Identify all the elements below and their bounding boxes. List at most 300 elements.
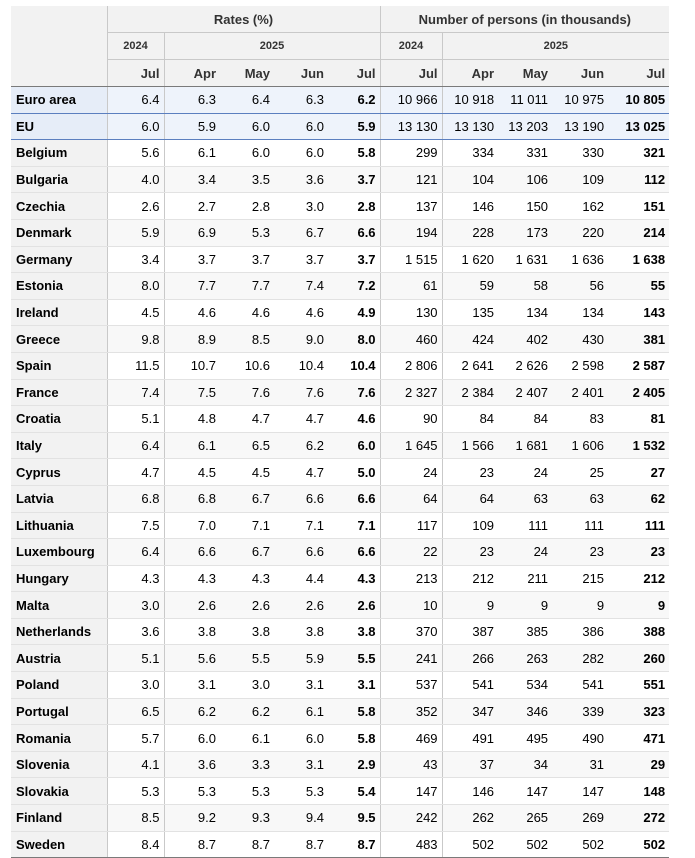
rate-cell: 7.6: [328, 379, 380, 406]
rate-cell: 3.1: [328, 672, 380, 699]
country-name: Malta: [11, 592, 107, 619]
persons-cell: 2 384: [442, 379, 498, 406]
persons-cell: 84: [498, 406, 552, 433]
rate-cell: 8.5: [220, 326, 274, 353]
table-row: [11, 778, 669, 805]
rate-cell: 6.6: [274, 485, 328, 512]
country-name: Lithuania: [11, 512, 107, 539]
persons-cell: 2 327: [380, 379, 442, 406]
rate-cell: 7.0: [164, 512, 220, 539]
persons-cell: 24: [380, 459, 442, 486]
rate-cell: 5.3: [220, 778, 274, 805]
persons-cell: 111: [498, 512, 552, 539]
persons-cell: 381: [608, 326, 669, 353]
header-year-persons-2024: 2024: [380, 33, 442, 60]
rate-cell: 3.4: [164, 166, 220, 193]
persons-cell: 1 636: [552, 246, 608, 273]
rate-cell: 6.4: [220, 87, 274, 114]
rate-cell: 6.0: [220, 113, 274, 140]
rate-cell: 5.9: [164, 113, 220, 140]
rate-cell: 6.2: [274, 432, 328, 459]
persons-cell: 331: [498, 140, 552, 167]
persons-cell: 241: [380, 645, 442, 672]
rate-cell: 4.7: [107, 459, 164, 486]
persons-cell: 1 606: [552, 432, 608, 459]
persons-cell: 402: [498, 326, 552, 353]
persons-cell: 2 641: [442, 352, 498, 379]
persons-cell: 502: [442, 831, 498, 858]
persons-cell: 388: [608, 618, 669, 645]
rate-cell: 6.2: [328, 87, 380, 114]
persons-cell: 347: [442, 698, 498, 725]
rate-cell: 2.6: [164, 592, 220, 619]
rate-cell: 6.4: [107, 87, 164, 114]
rate-cell: 4.3: [328, 565, 380, 592]
rate-cell: 6.3: [274, 87, 328, 114]
rate-cell: 3.1: [274, 672, 328, 699]
rate-cell: 3.0: [274, 193, 328, 220]
rate-cell: 6.7: [274, 219, 328, 246]
rate-cell: 8.7: [164, 831, 220, 858]
rate-cell: 6.8: [164, 485, 220, 512]
rate-cell: 3.0: [220, 672, 274, 699]
country-name: Latvia: [11, 485, 107, 512]
unemployment-table: [11, 6, 669, 858]
rate-cell: 4.6: [220, 299, 274, 326]
rate-cell: 2.6: [274, 592, 328, 619]
rate-cell: 6.1: [220, 725, 274, 752]
rate-cell: 7.6: [220, 379, 274, 406]
table-row: [11, 273, 669, 300]
rate-cell: 4.3: [164, 565, 220, 592]
persons-cell: 137: [380, 193, 442, 220]
persons-cell: 84: [442, 406, 498, 433]
header-persons-group: Number of persons (in thousands): [380, 6, 669, 33]
persons-cell: 147: [498, 778, 552, 805]
persons-cell: 150: [498, 193, 552, 220]
persons-cell: 334: [442, 140, 498, 167]
persons-cell: 1 631: [498, 246, 552, 273]
persons-cell: 321: [608, 140, 669, 167]
header-month: Jul: [608, 60, 669, 87]
persons-cell: 173: [498, 219, 552, 246]
country-name: Slovakia: [11, 778, 107, 805]
header-corner: [11, 60, 107, 87]
header-month: Apr: [442, 60, 498, 87]
persons-cell: 386: [552, 618, 608, 645]
rate-cell: 3.1: [164, 672, 220, 699]
table-row: [11, 751, 669, 778]
rate-cell: 6.6: [328, 219, 380, 246]
persons-cell: 370: [380, 618, 442, 645]
rate-cell: 3.8: [164, 618, 220, 645]
persons-cell: 323: [608, 698, 669, 725]
rate-cell: 8.7: [328, 831, 380, 858]
persons-cell: 13 130: [380, 113, 442, 140]
rate-cell: 2.7: [164, 193, 220, 220]
persons-cell: 9: [442, 592, 498, 619]
rate-cell: 4.4: [274, 565, 328, 592]
rate-cell: 8.0: [328, 326, 380, 353]
persons-cell: 212: [608, 565, 669, 592]
persons-cell: 1 620: [442, 246, 498, 273]
table-body: [11, 87, 669, 858]
persons-cell: 61: [380, 273, 442, 300]
rate-cell: 3.8: [274, 618, 328, 645]
persons-cell: 162: [552, 193, 608, 220]
persons-cell: 220: [552, 219, 608, 246]
persons-cell: 43: [380, 751, 442, 778]
persons-cell: 90: [380, 406, 442, 433]
rate-cell: 2.9: [328, 751, 380, 778]
rate-cell: 5.0: [328, 459, 380, 486]
persons-cell: 537: [380, 672, 442, 699]
rate-cell: 6.0: [328, 432, 380, 459]
persons-cell: 10 805: [608, 87, 669, 114]
table-row: [11, 379, 669, 406]
rate-cell: 3.8: [328, 618, 380, 645]
rate-cell: 3.6: [274, 166, 328, 193]
rate-cell: 6.0: [274, 113, 328, 140]
persons-cell: 83: [552, 406, 608, 433]
persons-cell: 424: [442, 326, 498, 353]
persons-cell: 272: [608, 805, 669, 832]
table-row: [11, 725, 669, 752]
persons-cell: 23: [608, 539, 669, 566]
persons-cell: 282: [552, 645, 608, 672]
country-name: France: [11, 379, 107, 406]
persons-cell: 2 405: [608, 379, 669, 406]
persons-cell: 242: [380, 805, 442, 832]
persons-cell: 59: [442, 273, 498, 300]
rate-cell: 2.6: [107, 193, 164, 220]
rate-cell: 9.4: [274, 805, 328, 832]
rate-cell: 9.3: [220, 805, 274, 832]
persons-cell: 469: [380, 725, 442, 752]
persons-cell: 9: [498, 592, 552, 619]
country-name: Denmark: [11, 219, 107, 246]
persons-cell: 22: [380, 539, 442, 566]
rate-cell: 3.6: [107, 618, 164, 645]
rate-cell: 2.8: [328, 193, 380, 220]
country-name: Estonia: [11, 273, 107, 300]
rate-cell: 3.6: [164, 751, 220, 778]
persons-cell: 215: [552, 565, 608, 592]
rate-cell: 6.1: [164, 432, 220, 459]
persons-cell: 265: [498, 805, 552, 832]
unemployment-table-container: [11, 6, 669, 858]
rate-cell: 5.3: [220, 219, 274, 246]
persons-cell: 214: [608, 219, 669, 246]
rate-cell: 7.7: [164, 273, 220, 300]
rate-cell: 8.4: [107, 831, 164, 858]
persons-cell: 24: [498, 459, 552, 486]
header-corner: [11, 6, 107, 33]
rate-cell: 5.5: [220, 645, 274, 672]
persons-cell: 81: [608, 406, 669, 433]
table-row: [11, 618, 669, 645]
table-row: [11, 672, 669, 699]
header-month: May: [220, 60, 274, 87]
persons-cell: 147: [380, 778, 442, 805]
rate-cell: 8.5: [107, 805, 164, 832]
header-year-rates-2025: 2025: [164, 33, 380, 60]
persons-cell: 385: [498, 618, 552, 645]
persons-cell: 2 407: [498, 379, 552, 406]
country-name: Euro area: [11, 87, 107, 114]
rate-cell: 5.9: [328, 113, 380, 140]
rate-cell: 6.8: [107, 485, 164, 512]
rate-cell: 9.8: [107, 326, 164, 353]
header-rates-group: Rates (%): [107, 6, 380, 33]
persons-cell: 263: [498, 645, 552, 672]
table-row: [11, 565, 669, 592]
rate-cell: 3.7: [328, 166, 380, 193]
persons-cell: 13 203: [498, 113, 552, 140]
rate-cell: 10.6: [220, 352, 274, 379]
header-month: Apr: [164, 60, 220, 87]
country-name: Italy: [11, 432, 107, 459]
table-row: [11, 539, 669, 566]
persons-cell: 146: [442, 193, 498, 220]
rate-cell: 4.7: [220, 406, 274, 433]
persons-cell: 213: [380, 565, 442, 592]
table-row: [11, 219, 669, 246]
rate-cell: 7.6: [274, 379, 328, 406]
persons-cell: 551: [608, 672, 669, 699]
persons-cell: 34: [498, 751, 552, 778]
header-month: Jul: [328, 60, 380, 87]
country-name: Bulgaria: [11, 166, 107, 193]
rate-cell: 5.3: [107, 778, 164, 805]
header-month: Jul: [380, 60, 442, 87]
persons-cell: 63: [552, 485, 608, 512]
persons-cell: 541: [552, 672, 608, 699]
rate-cell: 3.7: [164, 246, 220, 273]
rate-cell: 6.3: [164, 87, 220, 114]
persons-cell: 148: [608, 778, 669, 805]
rate-cell: 6.1: [164, 140, 220, 167]
rate-cell: 3.7: [274, 246, 328, 273]
persons-cell: 460: [380, 326, 442, 353]
country-name: Finland: [11, 805, 107, 832]
persons-cell: 143: [608, 299, 669, 326]
persons-cell: 502: [608, 831, 669, 858]
persons-cell: 106: [498, 166, 552, 193]
table-row: [11, 406, 669, 433]
persons-cell: 55: [608, 273, 669, 300]
rate-cell: 5.1: [107, 645, 164, 672]
rate-cell: 9.5: [328, 805, 380, 832]
table-row: [11, 512, 669, 539]
persons-cell: 29: [608, 751, 669, 778]
rate-cell: 6.6: [328, 539, 380, 566]
rate-cell: 8.7: [220, 831, 274, 858]
country-name: Hungary: [11, 565, 107, 592]
persons-cell: 56: [552, 273, 608, 300]
persons-cell: 1 532: [608, 432, 669, 459]
rate-cell: 5.3: [164, 778, 220, 805]
rate-cell: 9.0: [274, 326, 328, 353]
rate-cell: 6.0: [274, 725, 328, 752]
rate-cell: 11.5: [107, 352, 164, 379]
persons-cell: 109: [442, 512, 498, 539]
rate-cell: 7.4: [274, 273, 328, 300]
persons-cell: 502: [498, 831, 552, 858]
rate-cell: 7.7: [220, 273, 274, 300]
rate-cell: 2.8: [220, 193, 274, 220]
persons-cell: 330: [552, 140, 608, 167]
persons-cell: 194: [380, 219, 442, 246]
persons-cell: 346: [498, 698, 552, 725]
persons-cell: 2 626: [498, 352, 552, 379]
rate-cell: 3.7: [220, 246, 274, 273]
rate-cell: 3.7: [328, 246, 380, 273]
persons-cell: 490: [552, 725, 608, 752]
header-corner: [11, 33, 107, 60]
rate-cell: 6.7: [220, 539, 274, 566]
rate-cell: 5.6: [164, 645, 220, 672]
persons-cell: 62: [608, 485, 669, 512]
persons-cell: 1 566: [442, 432, 498, 459]
persons-cell: 10 966: [380, 87, 442, 114]
table-row: [11, 459, 669, 486]
table-row: [11, 645, 669, 672]
persons-cell: 262: [442, 805, 498, 832]
rate-cell: 3.0: [107, 592, 164, 619]
country-name: Spain: [11, 352, 107, 379]
persons-cell: 211: [498, 565, 552, 592]
table-row: [11, 698, 669, 725]
header-month: May: [498, 60, 552, 87]
rate-cell: 5.7: [107, 725, 164, 752]
rate-cell: 3.1: [274, 751, 328, 778]
persons-cell: 2 598: [552, 352, 608, 379]
rate-cell: 6.0: [164, 725, 220, 752]
rate-cell: 4.8: [164, 406, 220, 433]
persons-cell: 339: [552, 698, 608, 725]
persons-cell: 1 645: [380, 432, 442, 459]
persons-cell: 534: [498, 672, 552, 699]
country-name: Greece: [11, 326, 107, 353]
table-row: [11, 432, 669, 459]
rate-cell: 6.7: [220, 485, 274, 512]
rate-cell: 9.2: [164, 805, 220, 832]
header-year-persons-2025: 2025: [442, 33, 669, 60]
persons-cell: 1 515: [380, 246, 442, 273]
persons-cell: 130: [380, 299, 442, 326]
rate-cell: 7.1: [274, 512, 328, 539]
persons-cell: 1 638: [608, 246, 669, 273]
country-name: Slovenia: [11, 751, 107, 778]
table-row: [11, 87, 669, 114]
table-row: [11, 326, 669, 353]
persons-cell: 117: [380, 512, 442, 539]
rate-cell: 5.6: [107, 140, 164, 167]
rate-cell: 5.5: [328, 645, 380, 672]
persons-cell: 25: [552, 459, 608, 486]
rate-cell: 5.4: [328, 778, 380, 805]
persons-cell: 27: [608, 459, 669, 486]
rate-cell: 5.8: [328, 698, 380, 725]
table-row: [11, 299, 669, 326]
persons-cell: 109: [552, 166, 608, 193]
country-name: Croatia: [11, 406, 107, 433]
persons-cell: 63: [498, 485, 552, 512]
persons-cell: 37: [442, 751, 498, 778]
persons-cell: 151: [608, 193, 669, 220]
table-header: [11, 6, 669, 87]
persons-cell: 134: [498, 299, 552, 326]
country-name: Luxembourg: [11, 539, 107, 566]
rate-cell: 7.4: [107, 379, 164, 406]
country-name: Portugal: [11, 698, 107, 725]
persons-cell: 112: [608, 166, 669, 193]
persons-cell: 212: [442, 565, 498, 592]
country-name: Poland: [11, 672, 107, 699]
rate-cell: 4.5: [164, 459, 220, 486]
rate-cell: 7.1: [220, 512, 274, 539]
rate-cell: 3.3: [220, 751, 274, 778]
persons-cell: 299: [380, 140, 442, 167]
rate-cell: 4.6: [328, 406, 380, 433]
rate-cell: 6.5: [107, 698, 164, 725]
persons-cell: 13 190: [552, 113, 608, 140]
country-name: Czechia: [11, 193, 107, 220]
persons-cell: 121: [380, 166, 442, 193]
rate-cell: 4.6: [274, 299, 328, 326]
persons-cell: 483: [380, 831, 442, 858]
rate-cell: 6.9: [164, 219, 220, 246]
persons-cell: 146: [442, 778, 498, 805]
persons-cell: 387: [442, 618, 498, 645]
rate-cell: 6.1: [274, 698, 328, 725]
header-month: Jun: [274, 60, 328, 87]
table-row: [11, 805, 669, 832]
persons-cell: 134: [552, 299, 608, 326]
persons-cell: 2 401: [552, 379, 608, 406]
rate-cell: 6.0: [274, 140, 328, 167]
rate-cell: 3.8: [220, 618, 274, 645]
rate-cell: 5.8: [328, 140, 380, 167]
country-name: Germany: [11, 246, 107, 273]
rate-cell: 7.5: [107, 512, 164, 539]
table-row: [11, 193, 669, 220]
rate-cell: 4.5: [220, 459, 274, 486]
persons-cell: 13 025: [608, 113, 669, 140]
table-row: [11, 166, 669, 193]
persons-cell: 471: [608, 725, 669, 752]
header-month: Jul: [107, 60, 164, 87]
country-name: Cyprus: [11, 459, 107, 486]
table-row: [11, 485, 669, 512]
persons-cell: 269: [552, 805, 608, 832]
persons-cell: 64: [442, 485, 498, 512]
persons-cell: 147: [552, 778, 608, 805]
persons-cell: 104: [442, 166, 498, 193]
persons-cell: 266: [442, 645, 498, 672]
persons-cell: 23: [442, 459, 498, 486]
header-year-rates-2024: 2024: [107, 33, 164, 60]
persons-cell: 111: [608, 512, 669, 539]
rate-cell: 6.4: [107, 539, 164, 566]
rate-cell: 6.5: [220, 432, 274, 459]
persons-cell: 31: [552, 751, 608, 778]
country-name: Austria: [11, 645, 107, 672]
persons-cell: 58: [498, 273, 552, 300]
table-row: [11, 352, 669, 379]
rate-cell: 4.7: [274, 406, 328, 433]
